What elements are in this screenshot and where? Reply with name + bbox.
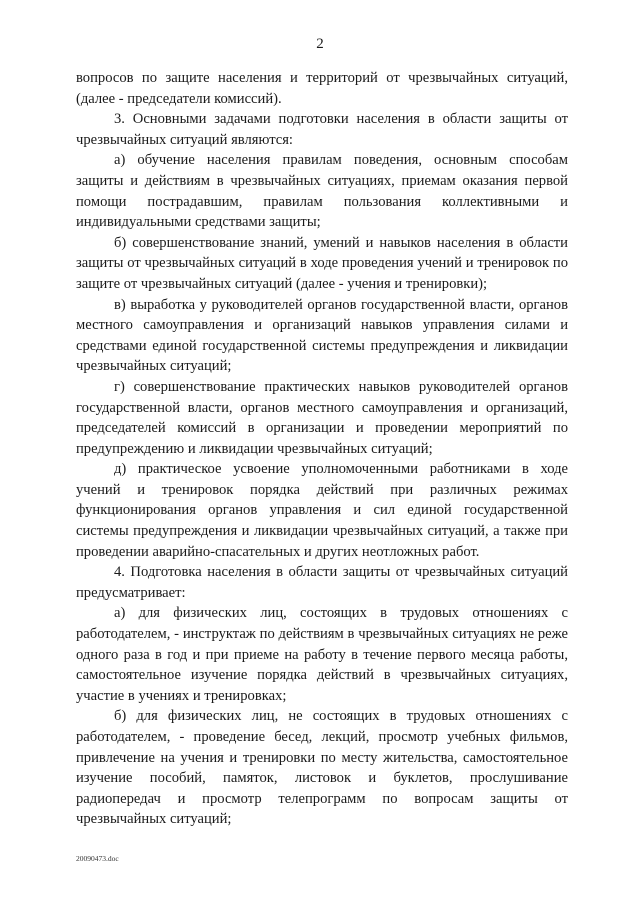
- document-body: [76, 68, 568, 830]
- paragraph-item-v: в) выработка у руководителей органов государственной власти, органов местного самоуправления и организаций навыков управления силами и средствами единой государственной системы предупреждения и ликвидации чрезвычайных ситуаций;: [76, 296, 568, 375]
- paragraph-item-b: б) совершенствование знаний, умений и навыков населения в области защиты от чрезвычайных ситуаций в ходе проведения учений и тренировок по защите от чрезвычайных ситуаций (далее - учения и тренировки);: [76, 234, 568, 292]
- paragraph-item-a: а) обучение населения правилам поведения, основным способам защиты и действиям в чрезвычайных ситуациях, приемам оказания первой помощи пострадавшим, правилам пользования коллективными и индивидуальными средствами защиты;: [76, 152, 568, 231]
- paragraph-4-item-a: а) для физических лиц, состоящих в трудовых отношениях с работодателем, - инструктаж по действиям в чрезвычайных ситуациях не реже одного раза в год и при приеме на работу в течение первого месяца работы, самостоятельное изучение порядка действий в чрезвычайных ситуациях, участие в учениях и тренировках;: [76, 605, 568, 704]
- page-number: 2: [316, 36, 324, 52]
- paragraph-4-item-b: б) для физических лиц, не состоящих в трудовых отношениях с работодателем, - проведение бесед, лекций, просмотр учебных фильмов, привлечение на учения и тренировки по месту жительства, самостоятельное изучение пособий, памяток, листовок и буклетов, прослушивание радиопередач и просмотр телепрограмм по вопросам защиты от чрезвычайных ситуаций;: [76, 708, 568, 828]
- paragraph-section-3: 3. Основными задачами подготовки населения в области защиты от чрезвычайных ситуаций являются:: [76, 111, 568, 148]
- paragraph-section-4: 4. Подготовка населения в области защиты от чрезвычайных ситуаций предусматривает:: [76, 564, 568, 601]
- paragraph-item-d: д) практическое усвоение уполномоченными работниками в ходе учений и тренировок порядка действий при различных режимах функционирования органов управления и сил единой государственной системы предупреждения и ликвидации чрезвычайных ситуаций, а также при проведении аварийно-спасательных и других неотложных работ.: [76, 461, 568, 560]
- file-name-footer: 20090473.doc: [76, 854, 119, 863]
- paragraph-item-g: г) совершенствование практических навыков руководителей органов государственной власти, органов местного самоуправления и организаций, председателей комиссий в организации и проведении мероприятий по предупреждению и ликвидации чрезвычайных ситуаций;: [76, 378, 568, 457]
- paragraph-continuation: вопросов по защите населения и территорий от чрезвычайных ситуаций, (далее - председатели комиссий).: [76, 70, 568, 107]
